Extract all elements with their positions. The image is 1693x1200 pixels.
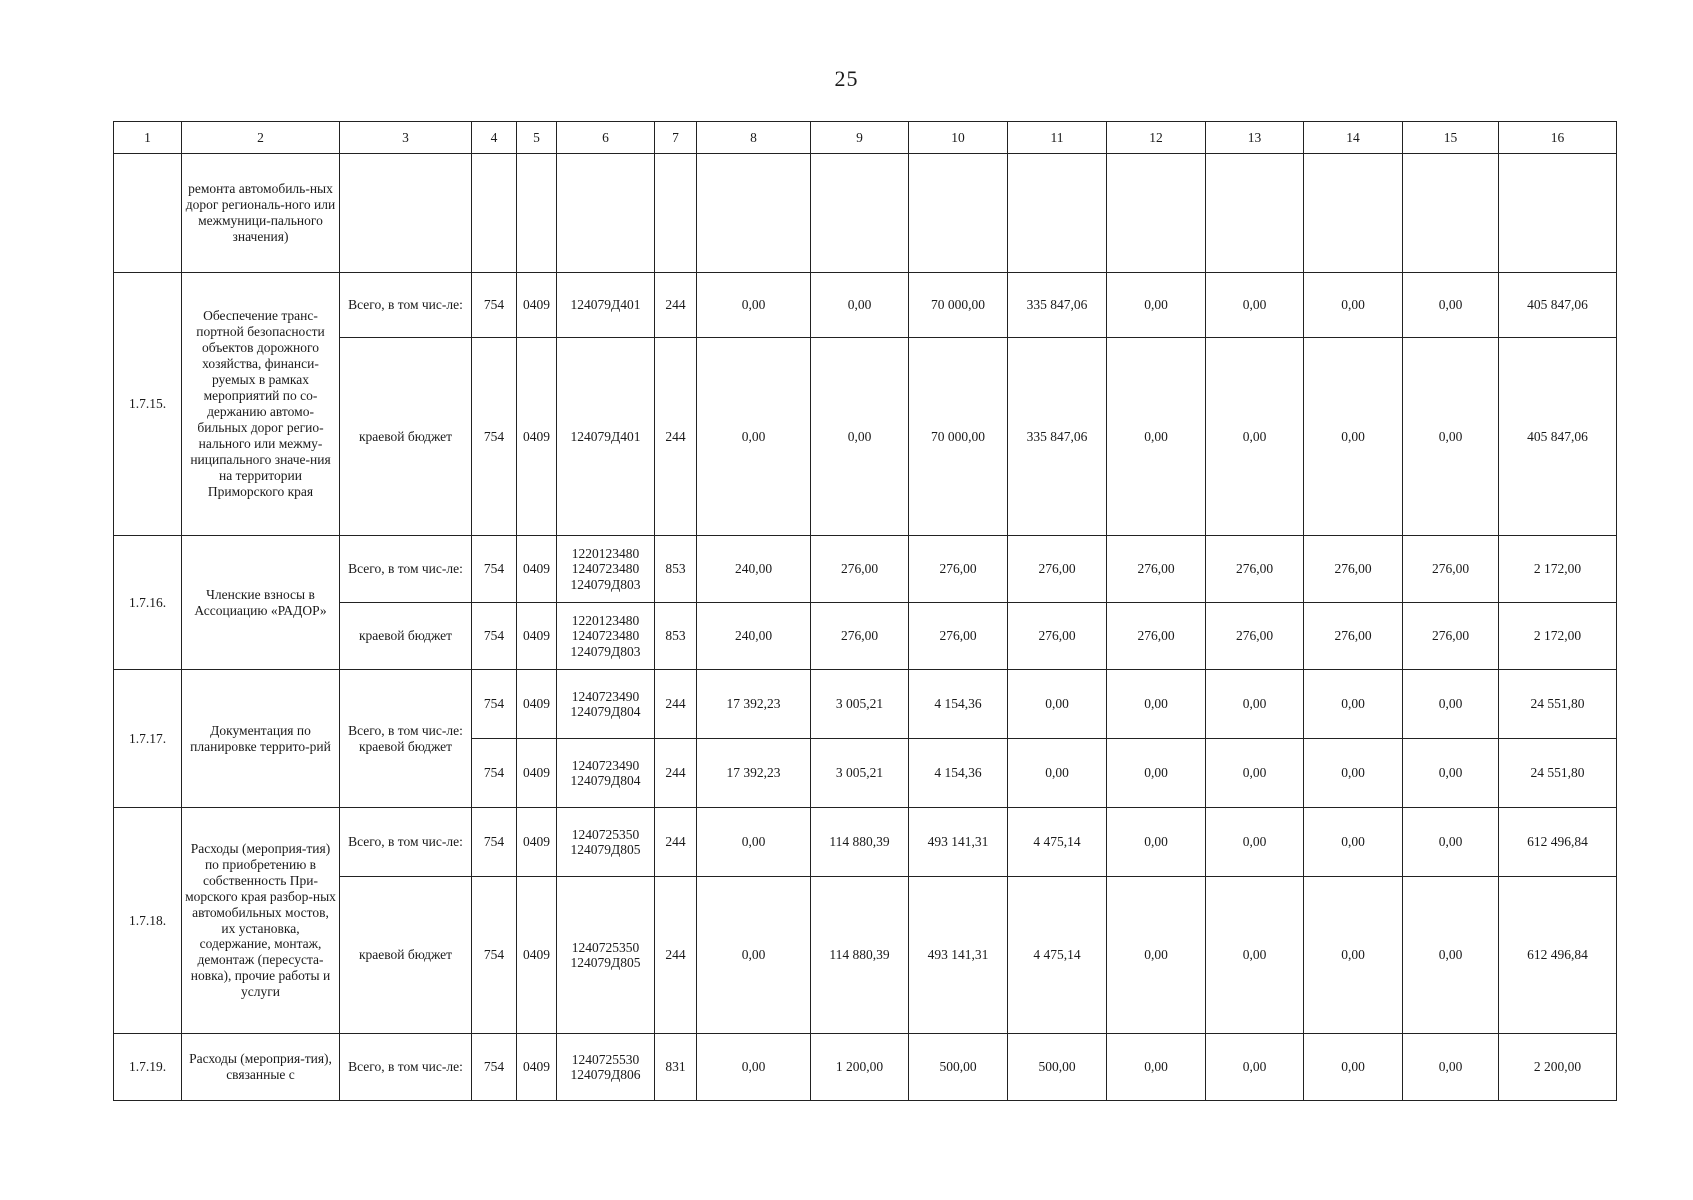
target-code [557, 1034, 655, 1101]
header-cell: 13 [1206, 122, 1304, 154]
value-13: 0,00 [1206, 808, 1304, 877]
target-code-line: 1240725350 [571, 939, 640, 955]
item-number: 1.7.16. [114, 536, 182, 670]
value-8: 0,00 [697, 273, 811, 338]
header-cell: 3 [340, 122, 472, 154]
target-code-line: 124079Д803 [570, 576, 641, 592]
item-number: 1.7.15. [114, 273, 182, 536]
value-total: 612 496,84 [1499, 808, 1617, 877]
value-9: 276,00 [811, 603, 909, 670]
value-15: 0,00 [1403, 273, 1499, 338]
item-name: Расходы (мероприя-тия) по приобретению в собственность При-морского края разбор-ных автомобильных мостов, их установка, содержание, монтаж, демонтаж (пересуста-новка), прочие работы и услуги [182, 808, 340, 1034]
target-code-line: 1240723480 [571, 561, 640, 577]
value-8: 240,00 [697, 536, 811, 603]
header-cell: 14 [1304, 122, 1403, 154]
grbs-code: 754 [472, 536, 517, 603]
value-9: 114 880,39 [811, 877, 909, 1034]
value-12: 0,00 [1107, 670, 1206, 739]
page-number: 25 [834, 66, 859, 91]
item-name: Членские взносы в Ассоциацию «РАДОР» [182, 536, 340, 670]
value-total: 2 172,00 [1499, 603, 1617, 670]
target-code [557, 536, 655, 603]
target-code [557, 603, 655, 670]
funding-source: краевой бюджет [340, 877, 472, 1034]
target-code [557, 670, 655, 739]
value-13: 276,00 [1206, 603, 1304, 670]
value-total: 24 551,80 [1499, 670, 1617, 739]
header-cell: 10 [909, 122, 1008, 154]
value-8: 240,00 [697, 603, 811, 670]
value-14: 0,00 [1304, 273, 1403, 338]
target-code-line: 124079Д804 [570, 773, 641, 788]
target-code-line: 1240723480 [571, 628, 640, 644]
value-13: 0,00 [1206, 670, 1304, 739]
item-number: 1.7.19. [114, 1034, 182, 1101]
value-8: 0,00 [697, 808, 811, 877]
value-8: 17 392,23 [697, 739, 811, 808]
value-total: 2 200,00 [1499, 1034, 1617, 1101]
value-12: 276,00 [1107, 603, 1206, 670]
value-10: 70 000,00 [909, 338, 1008, 536]
expense-type: 244 [655, 739, 697, 808]
expense-type: 853 [655, 603, 697, 670]
target-code-line: 1240725350 [571, 826, 640, 842]
value-11: 500,00 [1008, 1034, 1107, 1101]
value-12: 0,00 [1107, 877, 1206, 1034]
target-code-line: 124079Д805 [570, 842, 641, 857]
value-8: 0,00 [697, 877, 811, 1034]
grbs-code: 754 [472, 877, 517, 1034]
value-10: 70 000,00 [909, 273, 1008, 338]
value-11: 276,00 [1008, 536, 1107, 603]
value-11: 4 475,14 [1008, 877, 1107, 1034]
header-cell: 8 [697, 122, 811, 154]
value-14: 0,00 [1304, 338, 1403, 536]
header-cell: 16 [1499, 122, 1617, 154]
table-row-continuation [114, 154, 1617, 273]
value-14: 276,00 [1304, 603, 1403, 670]
target-code-line: 124079Д804 [570, 704, 641, 719]
value-15: 0,00 [1403, 670, 1499, 739]
table-row [114, 273, 1617, 338]
value-13: 0,00 [1206, 1034, 1304, 1101]
value-11: 4 475,14 [1008, 808, 1107, 877]
value-13: 0,00 [1206, 739, 1304, 808]
value-15: 276,00 [1403, 536, 1499, 603]
table-row [114, 808, 1617, 877]
expense-type: 244 [655, 877, 697, 1034]
header-cell: 15 [1403, 122, 1499, 154]
table-row [114, 877, 1617, 1034]
value-9: 0,00 [811, 273, 909, 338]
header-cell: 7 [655, 122, 697, 154]
header-cell: 4 [472, 122, 517, 154]
value-10: 493 141,31 [909, 808, 1008, 877]
header-cell: 9 [811, 122, 909, 154]
expense-type: 244 [655, 273, 697, 338]
value-11: 0,00 [1008, 670, 1107, 739]
section-code: 0409 [517, 670, 557, 739]
value-12: 0,00 [1107, 1034, 1206, 1101]
funding-source: Всего, в том чис-ле: [340, 273, 472, 338]
table-row [114, 536, 1617, 603]
section-code: 0409 [517, 338, 557, 536]
value-total: 24 551,80 [1499, 739, 1617, 808]
funding-source-line: краевой бюджет [358, 738, 453, 754]
item-number: 1.7.18. [114, 808, 182, 1034]
value-11: 335 847,06 [1008, 273, 1107, 338]
value-13: 0,00 [1206, 338, 1304, 536]
value-10: 276,00 [909, 603, 1008, 670]
grbs-code: 754 [472, 1034, 517, 1101]
section-code: 0409 [517, 739, 557, 808]
target-code-line: 1220123480 [571, 546, 640, 562]
target-code-line: 124079Д805 [570, 955, 641, 970]
value-9: 114 880,39 [811, 808, 909, 877]
expense-type: 244 [655, 338, 697, 536]
value-10: 276,00 [909, 536, 1008, 603]
target-code: 124079Д401 [557, 273, 655, 338]
value-13: 276,00 [1206, 536, 1304, 603]
header-cell: 6 [557, 122, 655, 154]
target-code [557, 877, 655, 1034]
item-number: 1.7.17. [114, 670, 182, 808]
value-14: 0,00 [1304, 808, 1403, 877]
value-8: 17 392,23 [697, 670, 811, 739]
section-code: 0409 [517, 808, 557, 877]
header-cell: 1 [114, 122, 182, 154]
name-cell: ремонта автомобиль-ных дорог региональ-ного или межмуници-пального значения) [182, 154, 340, 273]
value-total: 405 847,06 [1499, 273, 1617, 338]
value-10: 4 154,36 [909, 739, 1008, 808]
table-row [114, 338, 1617, 536]
section-code: 0409 [517, 877, 557, 1034]
item-name: Расходы (мероприя-тия), связанные с [182, 1034, 340, 1101]
section-code: 0409 [517, 273, 557, 338]
target-code-line: 124079Д806 [570, 1067, 641, 1082]
item-name: Обеспечение транс-портной безопасности объектов дорожного хозяйства, финанси-руемых в рамках мероприятий по со-держанию автомо-бильных дорог регио-нального или межму-ниципального значе-ния на территории Приморского края [182, 273, 340, 536]
header-cell: 12 [1107, 122, 1206, 154]
value-14: 276,00 [1304, 536, 1403, 603]
expense-type: 244 [655, 808, 697, 877]
value-12: 0,00 [1107, 338, 1206, 536]
funding-source: краевой бюджет [340, 603, 472, 670]
grbs-code: 754 [472, 739, 517, 808]
value-11: 0,00 [1008, 739, 1107, 808]
funding-source: Всего, в том чис-ле: [340, 808, 472, 877]
value-12: 0,00 [1107, 273, 1206, 338]
value-15: 0,00 [1403, 877, 1499, 1034]
value-14: 0,00 [1304, 1034, 1403, 1101]
funding-source: Всего, в том чис-ле: [340, 536, 472, 603]
item-name: Документация по планировке террито-рий [182, 670, 340, 808]
value-10: 493 141,31 [909, 877, 1008, 1034]
target-code [557, 739, 655, 808]
header-cell: 11 [1008, 122, 1107, 154]
expense-type: 853 [655, 536, 697, 603]
header-cell: 2 [182, 122, 340, 154]
funding-source [340, 670, 472, 808]
value-9: 3 005,21 [811, 739, 909, 808]
section-code: 0409 [517, 536, 557, 603]
target-code-line: 1220123480 [571, 613, 640, 629]
value-11: 276,00 [1008, 603, 1107, 670]
table-row [114, 670, 1617, 739]
table-row [114, 1034, 1617, 1101]
value-10: 500,00 [909, 1034, 1008, 1101]
target-code-line: 124079Д803 [570, 643, 641, 659]
grbs-code: 754 [472, 603, 517, 670]
grbs-code: 754 [472, 670, 517, 739]
value-15: 276,00 [1403, 603, 1499, 670]
value-14: 0,00 [1304, 877, 1403, 1034]
target-code-line: 1240723490 [571, 757, 640, 773]
grbs-code: 754 [472, 338, 517, 536]
value-9: 0,00 [811, 338, 909, 536]
target-code [557, 808, 655, 877]
value-10: 4 154,36 [909, 670, 1008, 739]
grbs-code: 754 [472, 808, 517, 877]
header-row [114, 122, 1617, 154]
expense-type: 831 [655, 1034, 697, 1101]
value-total: 612 496,84 [1499, 877, 1617, 1034]
table-row [114, 603, 1617, 670]
funding-source: краевой бюджет [340, 338, 472, 536]
section-code: 0409 [517, 1034, 557, 1101]
value-12: 276,00 [1107, 536, 1206, 603]
value-15: 0,00 [1403, 338, 1499, 536]
grbs-code: 754 [472, 273, 517, 338]
value-total: 2 172,00 [1499, 536, 1617, 603]
value-total: 405 847,06 [1499, 338, 1617, 536]
value-11: 335 847,06 [1008, 338, 1107, 536]
value-13: 0,00 [1206, 877, 1304, 1034]
value-12: 0,00 [1107, 808, 1206, 877]
value-9: 276,00 [811, 536, 909, 603]
num-cell [114, 154, 182, 273]
budget-table [113, 121, 1617, 1101]
expense-type: 244 [655, 670, 697, 739]
value-15: 0,00 [1403, 1034, 1499, 1101]
value-14: 0,00 [1304, 739, 1403, 808]
target-code-line: 1240725530 [571, 1051, 640, 1067]
value-12: 0,00 [1107, 739, 1206, 808]
funding-source-line: Всего, в том чис-ле: [348, 722, 463, 738]
value-15: 0,00 [1403, 739, 1499, 808]
value-14: 0,00 [1304, 670, 1403, 739]
value-8: 0,00 [697, 338, 811, 536]
value-9: 1 200,00 [811, 1034, 909, 1101]
section-code: 0409 [517, 603, 557, 670]
funding-source: Всего, в том чис-ле: [340, 1034, 472, 1101]
value-13: 0,00 [1206, 273, 1304, 338]
target-code-line: 1240723490 [571, 688, 640, 704]
header-cell: 5 [517, 122, 557, 154]
value-15: 0,00 [1403, 808, 1499, 877]
value-9: 3 005,21 [811, 670, 909, 739]
target-code: 124079Д401 [557, 338, 655, 536]
value-8: 0,00 [697, 1034, 811, 1101]
